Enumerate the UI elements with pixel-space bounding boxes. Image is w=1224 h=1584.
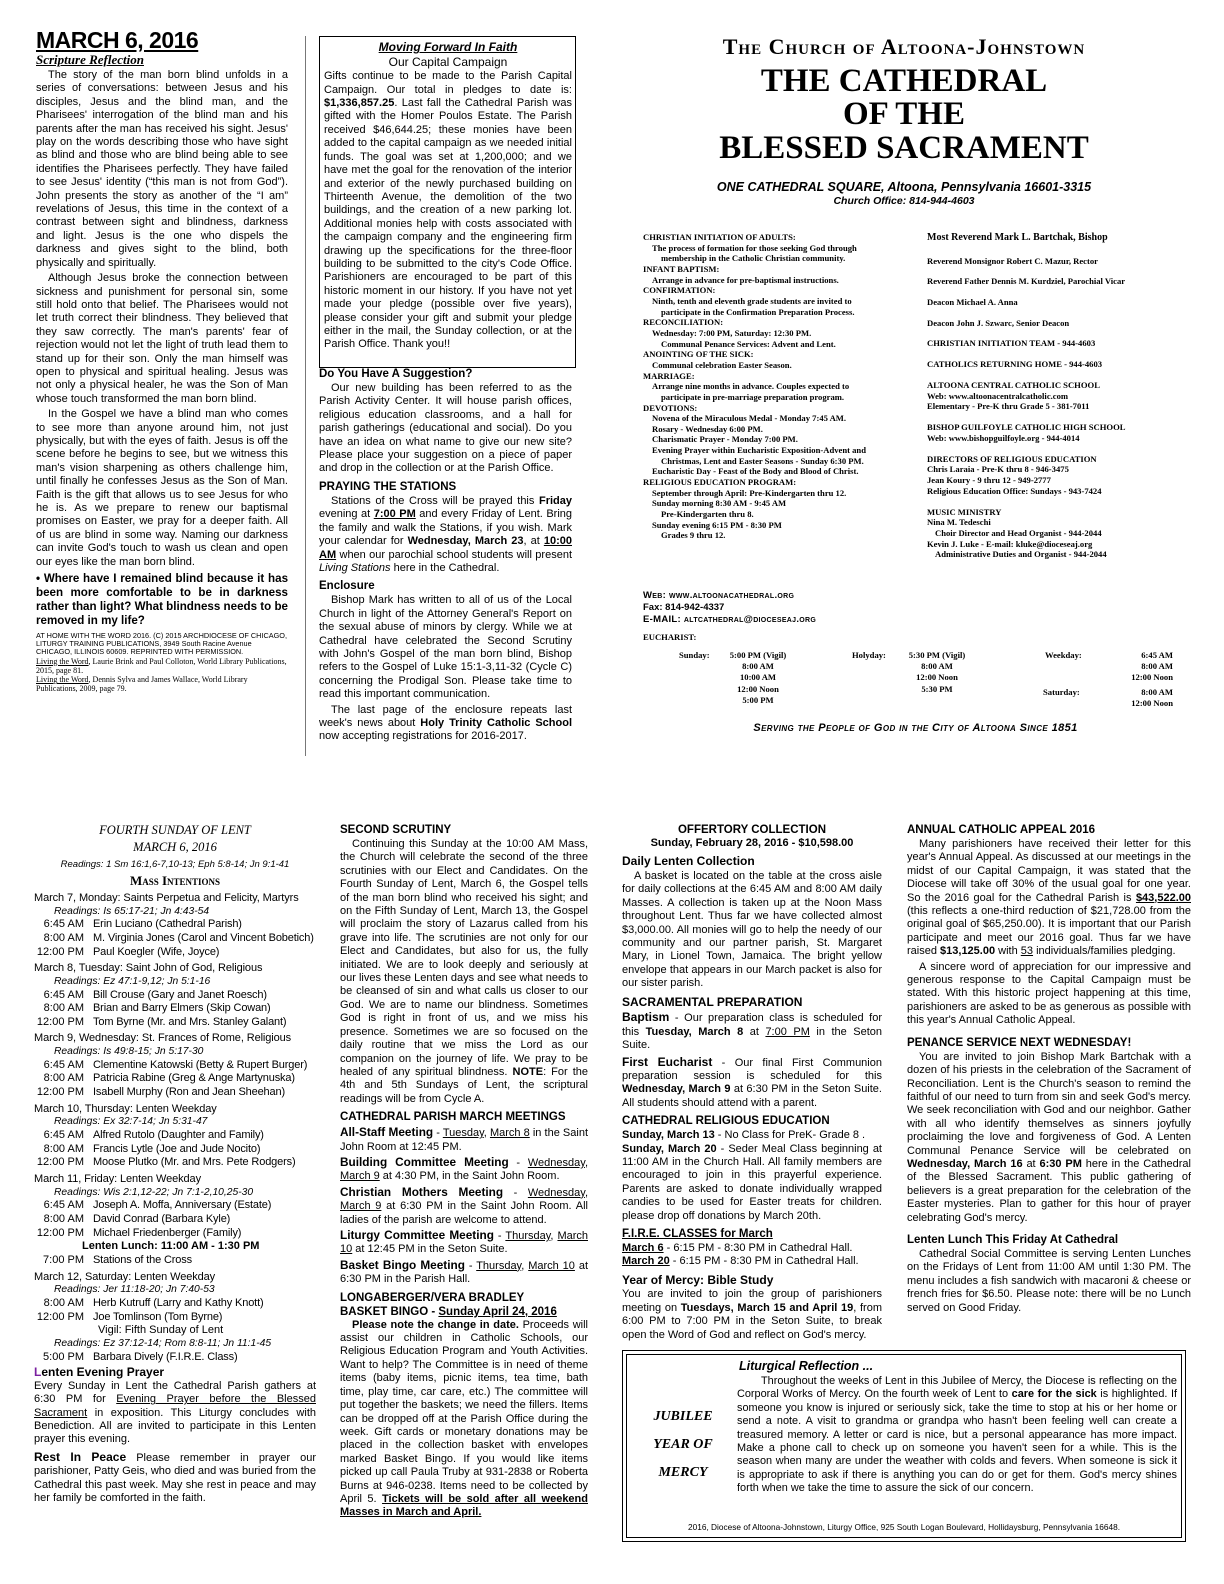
mass-intention: Moose Plutko (Mr. and Mrs. Pete Rodgers) xyxy=(93,1156,296,1169)
eucharist-label: EUCHARIST: xyxy=(643,632,697,642)
scrutiny-heading: SECOND SCRUTINY xyxy=(340,824,452,836)
staff-entry xyxy=(927,297,1192,308)
staff-line: Elementary - Pre-K thru Grade 5 - 381-7011 xyxy=(927,401,1090,412)
meeting-item: Liturgy Committee Meeting - Thursday, March 10 at 12:45 PM in the Seton Suite. xyxy=(340,1228,588,1256)
sacrament-detail: Christmas, Lent and Easter Seasons - Sunday 6:30 PM. xyxy=(661,455,864,466)
mass-intention-row xyxy=(34,989,316,1003)
sacrament-heading: INFANT BAPTISM: xyxy=(643,263,720,274)
mass-intention-row xyxy=(34,918,316,932)
mass-intention: M. Virginia Jones (Carol and Vincent Bobetich) xyxy=(93,931,314,944)
meeting-item: Basket Bingo Meeting - Thursday, March 10 at 6:30 PM in the Parish Hall. xyxy=(340,1257,588,1286)
intention-readings: Readings: Ez 37:12-14; Rom 8:8-11; Jn 11:1-45 xyxy=(54,1337,272,1349)
sacrament-detail: Sunday morning 8:30 AM - 9:45 AM xyxy=(652,498,787,509)
mass-intention-row xyxy=(34,1199,316,1213)
stations-heading: PRAYING THE STATIONS xyxy=(319,480,457,493)
mass-time: 7:00 PM xyxy=(43,1253,84,1266)
mass-time: 8:00 AM xyxy=(1141,687,1173,697)
fax-number: Fax: 814-942-4337 xyxy=(643,601,725,613)
fire-class-line: March 20 - 6:15 PM - 8:30 PM in Cathedral Hall. xyxy=(622,1255,859,1268)
intention-readings: Readings: Ez 47:1-9,12; Jn 5:1-16 xyxy=(54,975,211,987)
staff-entry xyxy=(927,507,1192,561)
intention-day: March 9, Wednesday: St. Frances of Rome, Religious xyxy=(34,1032,292,1045)
staff-line: CATHOLICS RETURNING HOME - 944-4603 xyxy=(927,359,1103,370)
mass-time: 12:00 PM xyxy=(36,1086,84,1099)
mass-time: 8:00 AM xyxy=(742,661,774,672)
sacrament-detail: September through April: Pre-Kindergarten thru 12. xyxy=(652,487,847,498)
capital-campaign-text: Gifts continue to be made to the Parish Capital Campaign. Our total in pledges to date is: $1,336,857.25. Last fall the Cathedral Parish was gifted with the Homer Poulos Estate. The Parish received $46,644.25; these monies have been added to the capital campaign as we needed initial funds. The goal was set at 1,200,000; and we have met the goal for the renovation of the interior and exterior of the newly purchased building on Thirteenth Avenue, the demolition of the two buildings, and the creation of a new parking lot. Additional monies help with costs associated with the campaign company and the engineering firm drawing up the specifications for the three-floor building to be submitted to the city's Code Office. Parishioners are encouraged to be part of this historic moment in our history. If you have not yet made your pledge (possible over five years), please consider your gift and submit your pledge either in the mail, the Sunday collection, or at the Parish Office. Thank you!! xyxy=(324,70,572,351)
mass-time: 8:00 AM xyxy=(43,1142,84,1155)
holyday-times xyxy=(897,650,977,695)
mass-time: 12:00 PM xyxy=(36,945,84,958)
intention-day: March 8, Tuesday: Saint John of God, Religious xyxy=(34,962,263,975)
intention-day: March 7, Monday: Saints Perpetua and Felicity, Martyrs xyxy=(34,891,299,904)
meeting-name: All-Staff Meeting xyxy=(340,1125,434,1140)
staff-line: Reverend Father Dennis M. Kurdziel, Parochial Vicar xyxy=(927,276,1126,287)
mass-intention-row xyxy=(34,1143,316,1157)
evening-prayer-heading xyxy=(34,1365,316,1380)
sacrament-detail: participate in the Confirmation Preparation Process. xyxy=(661,306,855,317)
staff-line: Administrative Duties and Organist - 944-2044 xyxy=(935,549,1107,560)
mass-intention: Michael Friedenberger (Family) xyxy=(93,1226,242,1239)
mass-intention-row xyxy=(34,1254,316,1268)
staff-entry xyxy=(927,276,1192,287)
meetings-heading: CATHEDRAL PARISH MARCH MEETINGS xyxy=(340,1111,566,1124)
reflection-question: • Where have I remained blind because it has been more comfortable to be in darkness rather than light? What blindness needs to be removed in my life? xyxy=(36,572,288,628)
mass-intention: Herb Kutruff (Larry and Kathy Knott) xyxy=(93,1296,264,1309)
liturgical-reflection-text: Throughout the weeks of Lent in this Jubilee of Mercy, the Diocese is reflecting on the Corporal Works of Mercy. On the fourth week of Lent to care for the sick is highlighted. If someone you know is injured or seriously sick, take the time to stop at his or her home or send a note. A visit to grandma or grandpa who hasn't been feeling well can create a treasured memory. A letter or card is nice, but a personal appearance has more impact. Make a phone call to check up on someone you haven't seen for a while. This is the season when many are under the weather with colds and fevers. When someone is sick it is appropriate to ask if there is anything you can do or get for them. God's mercy shines forth when we take the time to assure the sick of our concern. xyxy=(737,1375,1178,1495)
bingo-heading: LONGABERGER/VERA BRADLEY BASKET BINGO - Sunday April 24, 2016 xyxy=(340,1291,557,1318)
mass-time: 6:45 AM xyxy=(43,1058,84,1071)
staff-line: Religious Education Office: Sundays - 943-7424 xyxy=(927,485,1102,496)
bullet-icon: • xyxy=(36,572,44,586)
masthead xyxy=(618,34,1190,214)
mass-intention: Erin Luciano (Cathedral Parish) xyxy=(93,918,242,931)
staff-list xyxy=(927,232,1192,632)
sacrament-detail: participate in pre-marriage preparation program. xyxy=(661,391,845,402)
weekday-times xyxy=(1101,650,1173,684)
fire-classes-heading: F.I.R.E. CLASSES for March xyxy=(622,1228,773,1241)
mass-intention-row xyxy=(34,1072,316,1086)
staff-line: DIRECTORS OF RELIGIOUS EDUCATION xyxy=(927,453,1097,464)
cathedral-title-line2: OF THE xyxy=(843,96,965,133)
sunday-label: Sunday: xyxy=(679,650,710,660)
email-link[interactable]: E-MAIL: altcathedral@dioceseaj.org xyxy=(643,613,817,625)
sacrament-detail: Evening Prayer within Eucharistic Exposition-Advent and xyxy=(652,445,866,456)
staff-line: Reverend Monsignor Robert C. Mazur, Rector xyxy=(927,255,1098,266)
lunch-text: Cathedral Social Committee is serving Lenten Lunches on the Fridays of Lent from 11:00 AM until 1:30 PM. The menu includes a fish sandwich with macaroni & cheese or french fries for $6.50. Please note: there will be no Lunch served on Good Friday. xyxy=(907,1248,1191,1314)
mass-intentions-column xyxy=(34,823,316,1543)
penance-heading: PENANCE SERVICE NEXT WEDNESDAY! xyxy=(907,1036,1132,1049)
mass-intention: David Conrad (Barbara Kyle) xyxy=(93,1213,231,1226)
staff-line: CHRISTIAN INITIATION TEAM - 944-4603 xyxy=(927,338,1096,349)
reflection-paragraph: The story of the man born blind unfolds in a series of conversations: between Jesus and his disciples, Jesus and the blind man, and the Pharisees' interrogation of the blind man and his parents after the man has received his sight. Jesus' play on the words describing those who have sight as blind and those who are blind being able to see identifies the Pharisees perfectly. They have failed to see Jesus' identity (“this man is not from God”). John presents the story as another of the “I am” revelations of Jesus, this time in the context of a contrast between sight and blindness, darkness and light. Jesus is the one who dispels the darkness and gives sight to the blind, both physically and spiritually. xyxy=(36,69,288,269)
reflection-paragraph: Although Jesus broke the connection between sickness and punishment for personal sin, some still hold onto that belief. The Pharisees would not let truth correct their blindness. They believed that they saw correctly. The man's parents' fear of rejection would not let the light of truth lead them to stand up for their son. Only the man himself was open to physical and spiritual healing. Jesus was not only a physical healer, he was the Son of Man whose touch transformed the man born blind. xyxy=(36,272,288,405)
suggestion-text: Our new building has been referred to as the Parish Activity Center. It will house parish offices, religious education classrooms, and a hall for parish gatherings (educational and social). Do you have an idea on what name to give our new site? Please place your suggestion on a piece of paper and drop in the collection or at the Parish Office. xyxy=(319,382,572,475)
meeting-name: Basket Bingo Meeting xyxy=(340,1257,465,1272)
intention-readings: Readings: Is 65:17-21; Jn 4:43-54 xyxy=(54,905,210,917)
staff-line: Chris Laraia - Pre-K thru 8 - 946-3475 xyxy=(927,464,1069,475)
intention-readings: Readings: Ex 32:7-14; Jn 5:31-47 xyxy=(54,1116,208,1128)
mercy-study-heading: Year of Mercy: Bible Study xyxy=(622,1272,774,1287)
evening-prayer-title: enten Evening Prayer xyxy=(41,1365,165,1380)
mass-time: 8:00 AM xyxy=(43,1072,84,1085)
staff-line: Most Reverend Mark L. Bartchak, Bishop xyxy=(927,232,1108,243)
pledge-total: $1,336,857.25 xyxy=(324,97,395,110)
sacrament-heading: ANOINTING OF THE SICK: xyxy=(643,349,754,360)
cathedral-title-line3: BLESSED SACRAMENT xyxy=(719,130,1089,167)
daily-collection-heading: Daily Lenten Collection xyxy=(622,854,755,869)
meeting-name: Christian Mothers Meeting xyxy=(340,1184,504,1199)
scripture-column xyxy=(36,28,288,758)
staff-line: BISHOP GUILFOYLE CATHOLIC HIGH SCHOOL xyxy=(927,422,1126,433)
staff-line: Web: www.altoonacentralcatholic.com xyxy=(927,390,1069,401)
sacrament-heading: DEVOTIONS: xyxy=(643,402,698,413)
penance-text: You are invited to join Bishop Mark Bartchak with a dozen of his priests in the celebration of the Sacrament of Reconciliation. Lent is the Church's season to remind the faithful of our need to turn from sin and seek God's mercy. We seek reconciliation with God and our neighbor. Gather with all who identify themselves as sinners joyfully proclaiming the love and forgiveness of God. A Lenten Communal Penance Service will be celebrated on Wednesday, March 16 at 6:30 PM here in the Cathedral of the Blessed Sacrament. This public gathering of believers is a great preparation for the celebration of the Easter mysteries. Plan to gather for this hour of prayer celebrating God's mercy. xyxy=(907,1050,1191,1224)
staff-line: Choir Director and Head Organist - 944-2044 xyxy=(935,527,1102,538)
mass-time: 5:30 PM (Vigil) xyxy=(908,650,966,660)
cathedral-address: ONE CATHEDRAL SQUARE, Altoona, Pennsylvania 16601-3315 xyxy=(716,179,1092,194)
appeal-column xyxy=(907,823,1191,1343)
staff-line: Jean Koury - 9 thru 12 - 949-2777 xyxy=(927,475,1051,486)
intention-days xyxy=(34,892,316,1364)
appeal-heading: ANNUAL CATHOLIC APPEAL 2016 xyxy=(907,824,1096,836)
sunday-times xyxy=(718,650,798,706)
lunch-heading: Lenten Lunch This Friday At Cathedral xyxy=(907,1234,1119,1246)
sacrament-detail: Wednesday: 7:00 PM, Saturday: 12:30 PM. xyxy=(652,327,812,338)
vigil-note: Vigil: Fifth Sunday of Lent xyxy=(98,1324,224,1337)
sunday-readings: Readings: 1 Sm 16:1,6-7,10-13; Eph 5:8-14; Jn 9:1-41 xyxy=(60,858,290,870)
staff-entry xyxy=(927,380,1192,412)
eucharist-schedule xyxy=(643,632,1188,712)
offertory-amount: Sunday, February 28, 2016 - $10,598.00 xyxy=(650,837,854,850)
staff-entry xyxy=(927,454,1192,497)
mass-intention: Alfred Rutolo (Daughter and Family) xyxy=(93,1129,264,1142)
mass-time: 12:00 Noon xyxy=(1131,698,1173,709)
sacrament-detail: Arrange nine months in advance. Couples expected to xyxy=(652,381,850,392)
credit-line: Living the Word, Dennis Sylva and James Wallace, World Library Publications, 2009, page 79. xyxy=(36,675,248,694)
baptism-text: Baptism - Our preparation class is scheduled for this Tuesday, March 8 at 7:00 PM in the Seton Suite. xyxy=(622,1010,882,1052)
religious-education-text: Sunday, March 13 - No Class for PreK- Grade 8 . Sunday, March 20 - Seder Meal Class beginning at 11:00 AM in the Church Hall. All family members are encouraged to join in this prayerful experience. Parents are asked to donate individually wrapped candies to be used for Easter treats for children. please drop off donations by March 20th. xyxy=(622,1129,882,1222)
appeal-text: A sincere word of appreciation for our impressive and generous response to the Capital Campaign must be stated. With this historic project happening at this time, parishioners are asked to be as generous as possible with this year's Annual Catholic Appeal. xyxy=(907,960,1191,1027)
sunday-title: FOURTH SUNDAY OF LENT xyxy=(99,823,251,837)
mass-time: 6:45 AM xyxy=(1141,650,1173,660)
reflection-paragraph: In the Gospel we have a blind man who comes to see more than anyone around him, not just physically, but with the eyes of faith. Jesus is off the scene before he begins to see, but we witness this man's vision sharpening as others challenge him, until finally he confesses Jesus as the Son of Man. Faith is the gift that allows us to see Jesus for who he is. As we prepare to renew our baptismal promises on Easter, we pray for a deeper faith. All of us are blind in some way. Naming our darkness can invite God's touch to wash us clean and open our eyes like the man born blind. xyxy=(36,408,288,568)
mass-time: 8:00 AM xyxy=(43,1002,84,1015)
mass-intention-row xyxy=(34,1351,316,1365)
liturgical-footer: 2016, Diocese of Altoona-Johnstown, Liturgy Office, 925 South Logan Boulevard, Hollidaysburg, Pennsylvania 16648. xyxy=(687,1522,1121,1532)
rest-in-peace: Rest In Peace Please remember in prayer our parishioner, Patty Geis, who died and was buried from the Cathedral this past week. May she rest in peace and may her family be comforted in the faith. xyxy=(34,1449,316,1505)
meeting-name: Liturgy Committee Meeting xyxy=(340,1228,494,1242)
mass-intention: Patricia Rabine (Greg & Ange Martynuska) xyxy=(93,1072,295,1085)
staff-line: ALTOONA CENTRAL CATHOLIC SCHOOL xyxy=(927,379,1100,390)
sacrament-detail: Eucharistic Day - Feast of the Body and Blood of Christ. xyxy=(652,466,859,477)
liturgical-reflection-box xyxy=(622,1350,1186,1542)
meetings-list xyxy=(340,1125,588,1286)
fire-class-line: March 6 - 6:15 PM - 8:30 PM in Cathedral Hall. xyxy=(622,1242,853,1255)
sacrament-detail: Rosary - Wednesday 6:00 PM. xyxy=(652,423,763,434)
mass-time: 8:00 AM xyxy=(43,1296,84,1309)
jubilee-mark: JUBILEE YEAR OF MERCY xyxy=(653,1409,713,1480)
sacrament-detail: Sunday evening 6:15 PM - 8:30 PM xyxy=(652,519,782,530)
mass-time: 5:00 PM (Vigil) xyxy=(729,650,787,660)
religious-education-heading: CATHEDRAL RELIGIOUS EDUCATION xyxy=(622,1115,830,1128)
church-office-phone: Church Office: 814-944-4603 xyxy=(833,195,975,208)
scrutiny-text: Continuing this Sunday at the 10:00 AM Mass, the Church will celebrate the second of the three scrutinies with our Elect and Candidates. On the Fourth Sunday of Lent, March 6, the Gospel tells of the man born blind who received his sight; and on the Fifth Sunday of Lent, March 13, the Gospel will proclaim the story of Lazarus called from his grave into life. The scrutinies are not only for our Elect and Candidates, but also for us, the fully initiated. We are to look deeply and seriously at our lives these Lenten days and see what needs to be cleansed of sin and what calls us closer to our God. We are to name our blindness. Sometimes God is right in front of us, and we miss his presence. Sometimes we are so focused on the daily routine that we miss the Lord as our companion on the journey of life. We pray to be healed of any spiritual blindness. NOTE: For the 4th and 5th Sundays of Lent, the scriptural readings will be from Cycle A. xyxy=(340,838,588,1105)
mass-intention-row xyxy=(34,1311,316,1325)
staff-entry xyxy=(927,422,1192,443)
sacramental-prep-heading: SACRAMENTAL PREPARATION xyxy=(622,994,803,1009)
sacrament-heading: MARRIAGE: xyxy=(643,370,695,381)
mass-intention-row xyxy=(34,1086,316,1100)
staff-line: Kevin J. Luke - E-mail: kluke@dioceseaj.org xyxy=(927,538,1093,549)
mass-intention-row xyxy=(34,1213,316,1227)
mass-time: 8:00 AM xyxy=(43,1213,84,1226)
mass-time: 12:00 Noon xyxy=(916,672,958,683)
sacrament-heading: RELIGIOUS EDUCATION PROGRAM: xyxy=(643,477,797,488)
column-divider xyxy=(305,36,306,756)
scrutiny-column xyxy=(340,823,588,1548)
website-link[interactable]: Web: www.altoonacathedral.org xyxy=(643,590,795,601)
mass-intention-row xyxy=(34,1059,316,1073)
credit-line: AT HOME WITH THE WORD 2016. (C) 2015 ARCHDIOCESE OF CHICAGO, LITURGY TRAINING PUBLICATIONS, 3949 South Racine Avenue CHICAGO, ILLINOIS 60609. REPRINTED WITH PERMISSION. xyxy=(36,630,287,657)
sacrament-heading: CHRISTIAN INITIATION OF ADULTS: xyxy=(643,232,796,242)
enclosure-heading: Enclosure xyxy=(319,580,375,593)
mass-time: 6:45 AM xyxy=(43,1129,84,1142)
mass-intention: Stations of the Cross xyxy=(93,1253,192,1266)
serving-tagline: Serving the People of God in the City of Altoona Since 1851 xyxy=(753,722,1078,734)
capital-campaign-subtitle: Our Capital Campaign xyxy=(388,54,508,69)
intention-day: March 10, Thursday: Lenten Weekday xyxy=(34,1102,217,1115)
church-name: The Church of Altoona-Johnstown xyxy=(722,34,1086,59)
mass-intention: Clementine Katowski (Betty & Rupert Burger) xyxy=(93,1058,308,1071)
capital-campaign-box xyxy=(319,36,576,368)
meeting-name: Building Committee Meeting xyxy=(340,1154,509,1169)
sacrament-detail: Communal Penance Services: Advent and Lent. xyxy=(661,338,836,349)
mass-intention-row xyxy=(34,1002,316,1016)
staff-line: MUSIC MINISTRY xyxy=(927,506,1002,517)
mass-time: 12:00 PM xyxy=(36,1310,84,1323)
intention-day: March 12, Saturday: Lenten Weekday xyxy=(34,1270,216,1283)
mass-intention: Brian and Barry Elmers (Skip Cowan) xyxy=(93,1002,271,1015)
sacrament-detail: Ninth, tenth and eleventh grade students are invited to xyxy=(652,295,852,306)
mass-time: 8:00 AM xyxy=(43,931,84,944)
sacrament-detail: Communal celebration Easter Season. xyxy=(652,359,792,370)
intention-day: March 11, Friday: Lenten Weekday xyxy=(34,1173,201,1185)
liturgical-reflection-title: Liturgical Reflection ... xyxy=(739,1359,874,1373)
mass-time: 6:45 AM xyxy=(43,918,84,931)
mass-intention-row xyxy=(34,1129,316,1143)
mass-time: 8:00 AM xyxy=(921,661,953,672)
mass-intention-row xyxy=(34,1016,316,1030)
staff-line: Deacon Michael A. Anna xyxy=(927,296,1018,307)
mass-intention-row xyxy=(34,932,316,946)
mass-time: 12:00 Noon xyxy=(737,683,779,694)
bingo-text: Please note the change in date. Proceeds will assist our children in Catholic Schools, our Religious Education Program and Youth Activities. Want to help? The Committee is in need of theme items (baby items, picnic items, tea time, bath time, play time, car care, etc.) The committee will put together the baskets; we need the fillers. Items can be dropped off at the Parish Office during the week. Gift cards or monetary donations may be placed in the collection basket with envelopes marked Basket Bingo. If you would like items picked up call Paula Truby at 931-2838 or Roberta Burns at 946-0238. Items need to be collected by April 5. Tickets will be sold after all weekend Masses in March and April. xyxy=(340,1318,588,1519)
mass-time: 5:00 PM xyxy=(742,694,774,705)
mass-time: 12:00 PM xyxy=(36,1015,84,1028)
enclosure-text: The last page of the enclosure repeats last week's news about Holy Trinity Catholic School now accepting registrations for 2016-2017. xyxy=(319,703,572,743)
intention-readings: Readings: Jer 11:18-20; Jn 7:40-53 xyxy=(54,1284,215,1296)
mass-time: 5:30 PM xyxy=(921,683,953,694)
sacrament-detail: Pre-Kindergarten thru 8. xyxy=(661,509,754,520)
suggestion-heading: Do You Have A Suggestion? xyxy=(319,368,473,380)
mass-intention-row xyxy=(34,1156,316,1170)
mass-intention: Isabell Murphy (Ron and Jean Sheehan) xyxy=(93,1086,285,1099)
sacrament-detail: Charismatic Prayer - Monday 7:00 PM. xyxy=(652,434,798,445)
staff-entry xyxy=(927,359,1192,370)
mass-intention: Tom Byrne (Mr. and Mrs. Stanley Galant) xyxy=(93,1015,287,1028)
mass-intention-row xyxy=(34,1297,316,1311)
staff-entry xyxy=(927,232,1192,245)
sacraments-list xyxy=(643,232,925,572)
mass-time: 6:45 AM xyxy=(43,988,84,1001)
staff-line: Nina M. Tedeschi xyxy=(927,517,991,528)
mass-intention: Francis Lytle (Joe and Jude Nocito) xyxy=(93,1142,261,1155)
sacrament-heading: CONFIRMATION: xyxy=(643,285,716,296)
meeting-item: Christian Mothers Meeting - Wednesday, March 9 at 6:30 PM in the Saint John Room. All ladies of the parish are welcome to attend. xyxy=(340,1184,588,1226)
contact-block xyxy=(643,590,925,626)
staff-entry xyxy=(927,338,1192,349)
bulletin-date: MARCH 6, 2016 xyxy=(36,28,199,53)
sacrament-detail: membership in the Catholic Christian community. xyxy=(661,253,846,264)
lenten-lunch-note: Lenten Lunch: 11:00 AM - 1:30 PM xyxy=(82,1240,260,1253)
mass-intention: Paul Koegler (Wife, Joyce) xyxy=(93,945,220,958)
saturday-label: Saturday: xyxy=(1043,687,1080,697)
mass-intentions-heading: Mass Intentions xyxy=(129,873,221,889)
second-column xyxy=(319,367,572,757)
mass-time: 12:00 PM xyxy=(36,1156,84,1169)
meeting-item: All-Staff Meeting - Tuesday, March 8 in the Saint John Room at 12:45 PM. xyxy=(340,1125,588,1153)
appeal-text: Many parishioners have received their letter for this year's Annual Appeal. As discussed at our meetings in the midst of our Capital Campaign, it was stated that the Diocese will take off 30% of the usual goal for one year. So the 2016 goal for the Cathedral Parish is $43,522.00 (this reflects a one-third reduction of $21,728.00 from the original goal of $65,250.00). It is important that our Parish participate and meet our 2016 goal. Thus far we have raised $13,125.00 with 53 individuals/families pledging. xyxy=(907,838,1191,958)
mass-time: 6:45 AM xyxy=(43,1199,84,1212)
evening-prayer-text: Every Sunday in Lent the Cathedral Parish gathers at 6:30 PM for Evening Prayer before the Blessed Sacrament in exposition. This Liturgy concludes with Benediction. All are invited to participate in this Lenten prayer this evening. xyxy=(34,1379,316,1446)
mass-intention: Joseph A. Moffa, Anniversary (Estate) xyxy=(93,1199,272,1212)
daily-collection-text: A basket is located on the table at the cross aisle for daily collections at the 6:45 AM and 8:00 AM daily Masses. A collection is taken up at the Noon Mass throughout Lent. Thus far we have collected almost $3,000.00. All monies will go to help the needy of our community and our partner parish, St. Margaret Mary, in Lionel Town, Jamaica. The bright yellow envelope that appears in our March packet is also for our sister parish. xyxy=(622,870,882,990)
sacrament-detail: Novena of the Miraculous Medal - Monday 7:45 AM. xyxy=(652,413,847,424)
intention-readings: Readings: Wis 2:1,12-22; Jn 7:1-2,10,25-30 xyxy=(54,1186,254,1198)
mass-time: 8:00 AM xyxy=(1141,661,1173,672)
meeting-item: Building Committee Meeting - Wednesday, March 9 at 4:30 PM, in the Saint John Room. xyxy=(340,1154,588,1183)
mercy-study-text: You are invited to join the group of parishioners meeting on Tuesdays, March 15 and April 19, from 6:00 PM to 7:00 PM in the Seton Suite, to break open the Word of God and reflect on God's mercy. xyxy=(622,1288,882,1341)
sacrament-detail: Arrange in advance for pre-baptismal instructions. xyxy=(652,274,839,285)
intention-readings: Readings: Is 49:8-15; Jn 5:17-30 xyxy=(54,1046,204,1058)
mass-intention-row xyxy=(34,946,316,960)
offertory-heading: OFFERTORY COLLECTION xyxy=(677,824,826,836)
staff-entry xyxy=(927,318,1192,329)
drop-letter: L xyxy=(34,1365,42,1380)
staff-entry xyxy=(927,256,1192,267)
sacrament-detail: The process of formation for those seeking God through xyxy=(652,242,857,253)
sacrament-detail: Grades 9 thru 12. xyxy=(661,530,726,541)
mass-time: 12:00 PM xyxy=(36,1226,84,1239)
sunday-date: MARCH 6, 2016 xyxy=(133,840,217,855)
stations-text: Stations of the Cross will be prayed this Friday evening at 7:00 PM and every Friday of Lent. Bring the family and walk the Stations, if you wish. Mark your calendar for Wednesday, March 23, at 10:00 AM when our parochial school students will present Living Stations here in the Cathedral. xyxy=(319,494,572,574)
mass-intention: Bill Crouse (Gary and Janet Roesch) xyxy=(93,988,267,1001)
enclosure-text: Bishop Mark has written to all of us of the Local Church in light of the Attorney General's Report on the sexual abuse of minors by clergy. While we at Cathedral have celebrated the Second Scrutiny with John's Gospel of the man born blind, Bishop refers to the Gospel of Luke 15:1-3,11-32 (Cycle C) concerning the Prodigal Son. Please take time to read this important communication. xyxy=(319,594,572,701)
staff-line: Deacon John J. Szwarc, Senior Deacon xyxy=(927,317,1070,328)
mass-intention-row xyxy=(34,1227,316,1241)
mass-time: 12:00 Noon xyxy=(1131,672,1173,683)
cathedral-title-line1: THE CATHEDRAL xyxy=(760,62,1048,99)
staff-line: Web: www.bishopguilfoyle.org - 944-4014 xyxy=(927,432,1080,443)
offertory-column xyxy=(622,823,882,1343)
mass-time: 5:00 PM xyxy=(43,1350,84,1363)
credit-line: Living the Word, Laurie Brink and Paul Colloton, World Library Publications, 2015, page 81. xyxy=(36,656,287,675)
mass-time: 10:00 AM xyxy=(739,672,777,683)
sacrament-heading: RECONCILIATION: xyxy=(643,317,724,328)
saturday-times xyxy=(1101,687,1173,709)
mass-intention: Joe Tomlinson (Tom Byrne) xyxy=(93,1310,223,1323)
scripture-reflection-heading: Scripture Reflection xyxy=(36,52,144,68)
mass-intention: Barbara Dively (F.I.R.E. Class) xyxy=(93,1350,238,1363)
holyday-label: Holyday: xyxy=(852,650,886,660)
capital-campaign-title: Moving Forward In Faith xyxy=(378,40,518,54)
weekday-label: Weekday: xyxy=(1045,650,1082,660)
first-eucharist-text: First Eucharist - Our final First Communion preparation session is scheduled for this Wednesday, March 9 at 6:30 PM in the Seton Suite. All students should attend with a parent. xyxy=(622,1054,882,1109)
